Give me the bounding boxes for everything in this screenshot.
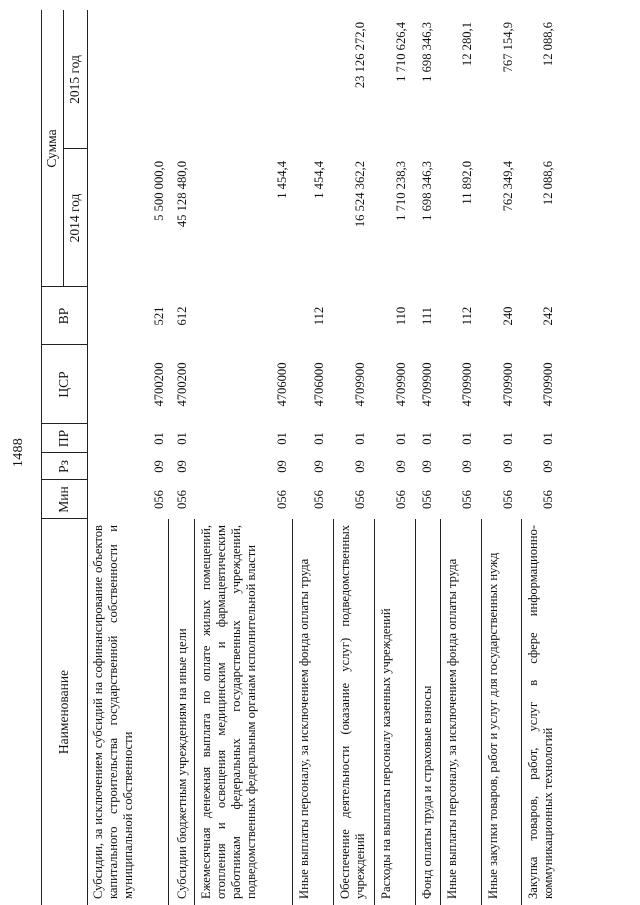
row-csr: 4709900	[460, 362, 474, 407]
header-2014: 2014 год	[67, 193, 82, 243]
row-pr: 01	[175, 432, 189, 445]
row-csr: 4709900	[394, 362, 408, 407]
row-pr: 01	[152, 432, 166, 445]
row-min: 056	[312, 490, 326, 509]
row-rz: 09	[460, 460, 474, 473]
row-rz: 09	[501, 460, 515, 473]
row-rule	[481, 519, 482, 905]
row-name: Иные закупки товаров, работ и услуг для государственных нужд	[486, 552, 500, 899]
row-csr: 4700200	[152, 362, 166, 407]
row-2015: 1 698 346,3	[420, 22, 434, 82]
row-rz: 09	[394, 460, 408, 473]
row-rz: 09	[275, 460, 289, 473]
row-2014: 1 454,4	[275, 161, 289, 199]
row-rz: 09	[353, 460, 367, 473]
header-rz: Рз	[56, 460, 71, 473]
row-pr: 01	[394, 432, 408, 445]
row-min: 056	[460, 490, 474, 509]
header-pr: ПР	[56, 429, 71, 448]
row-vr: 112	[460, 306, 474, 326]
row-pr: 01	[275, 432, 289, 445]
row-2015: 12 088,6	[541, 22, 555, 67]
row-2014: 11 892,0	[460, 161, 474, 205]
row-rule	[168, 519, 169, 905]
row-rule	[415, 519, 416, 905]
row-2014: 45 128 480,0	[175, 161, 189, 228]
row-rule	[374, 519, 375, 905]
row-min: 056	[275, 490, 289, 509]
row-name: Фонд оплаты труда и страховые взносы	[420, 685, 434, 899]
row-min: 056	[175, 490, 189, 509]
row-name: Ежемесячная денежная выплата по оплате жилых помещений, отопления и освещения медицинским и фармацевтическим работникам федеральных государственных учреждений, подведомственных федеральным органам исполнительной власти	[199, 525, 258, 899]
table-top-rule	[41, 10, 42, 905]
row-csr: 4709900	[501, 362, 515, 407]
row-name: Субсидии, за исключением субсидий на софинансирование объектов капитального строительства государственной собственности и муниципальной собственности	[91, 525, 135, 899]
row-min: 056	[152, 490, 166, 509]
row-vr: 111	[420, 307, 434, 325]
header-vr: ВР	[56, 307, 71, 325]
row-vr: 612	[175, 306, 189, 326]
row-csr: 4709900	[353, 362, 367, 407]
row-name: Иные выплаты персоналу, за исключением фонда оплаты труда	[445, 558, 459, 899]
row-min: 056	[394, 490, 408, 509]
row-csr: 4700200	[175, 362, 189, 407]
header-min: Мин	[56, 486, 71, 513]
row-rz: 09	[541, 460, 555, 473]
row-2014: 1 710 238,3	[394, 161, 408, 221]
row-min: 056	[420, 490, 434, 509]
row-name: Обеспечение деятельности (оказание услуг) подведомственных учреждений	[338, 525, 367, 899]
header-2015: 2015 год	[67, 55, 82, 104]
row-2014: 762 349,4	[501, 161, 515, 212]
row-2014: 16 524 362,2	[353, 161, 367, 228]
row-2015: 12 280,1	[460, 22, 474, 67]
row-rz: 09	[175, 460, 189, 473]
row-rz: 09	[420, 460, 434, 473]
row-pr: 01	[353, 432, 367, 445]
row-pr: 01	[420, 432, 434, 445]
row-rule	[440, 519, 441, 905]
row-vr: 242	[541, 306, 555, 326]
row-rz: 09	[152, 460, 166, 473]
header-csr: ЦСР	[56, 371, 71, 398]
row-rule	[521, 519, 522, 905]
row-min: 056	[541, 490, 555, 509]
row-rule	[194, 519, 195, 905]
row-vr: 112	[312, 306, 326, 326]
row-name: Иные выплаты персоналу, за исключением фонда оплаты труда	[297, 558, 311, 899]
row-2015: 767 154,9	[501, 22, 515, 73]
header-name: Наименование	[56, 669, 71, 755]
row-rz: 09	[312, 460, 326, 473]
row-2014: 1 698 346,3	[420, 161, 434, 221]
header-sum: Сумма	[44, 129, 59, 168]
row-pr: 01	[541, 432, 555, 445]
row-rule	[292, 519, 293, 905]
row-name: Расходы на выплаты персоналу казенных учреждений	[379, 608, 393, 899]
table-header-bottom-rule	[87, 10, 88, 905]
row-csr: 4709900	[541, 362, 555, 407]
row-name: Закупка товаров, работ, услуг в сфере информационно-коммуникационных технологий	[526, 525, 555, 899]
row-2014: 5 500 000,0	[152, 161, 166, 221]
row-csr: 4709900	[420, 362, 434, 407]
row-vr: 521	[152, 306, 166, 326]
row-name: Субсидии бюджетным учреждениям на иные цели	[175, 628, 189, 899]
row-min: 056	[501, 490, 515, 509]
row-vr: 110	[394, 306, 408, 326]
page-number: 1488	[11, 437, 26, 468]
row-pr: 01	[312, 432, 326, 445]
row-rule	[333, 519, 334, 905]
row-2014: 12 088,6	[541, 161, 555, 206]
row-vr: 240	[501, 306, 515, 326]
row-csr: 4706000	[275, 362, 289, 407]
row-csr: 4706000	[312, 362, 326, 407]
row-min: 056	[353, 490, 367, 509]
row-pr: 01	[460, 432, 474, 445]
row-pr: 01	[501, 432, 515, 445]
row-2014: 1 454,4	[312, 161, 326, 199]
row-2015: 23 126 272,0	[353, 22, 367, 89]
row-2015: 1 710 626,4	[394, 22, 408, 82]
